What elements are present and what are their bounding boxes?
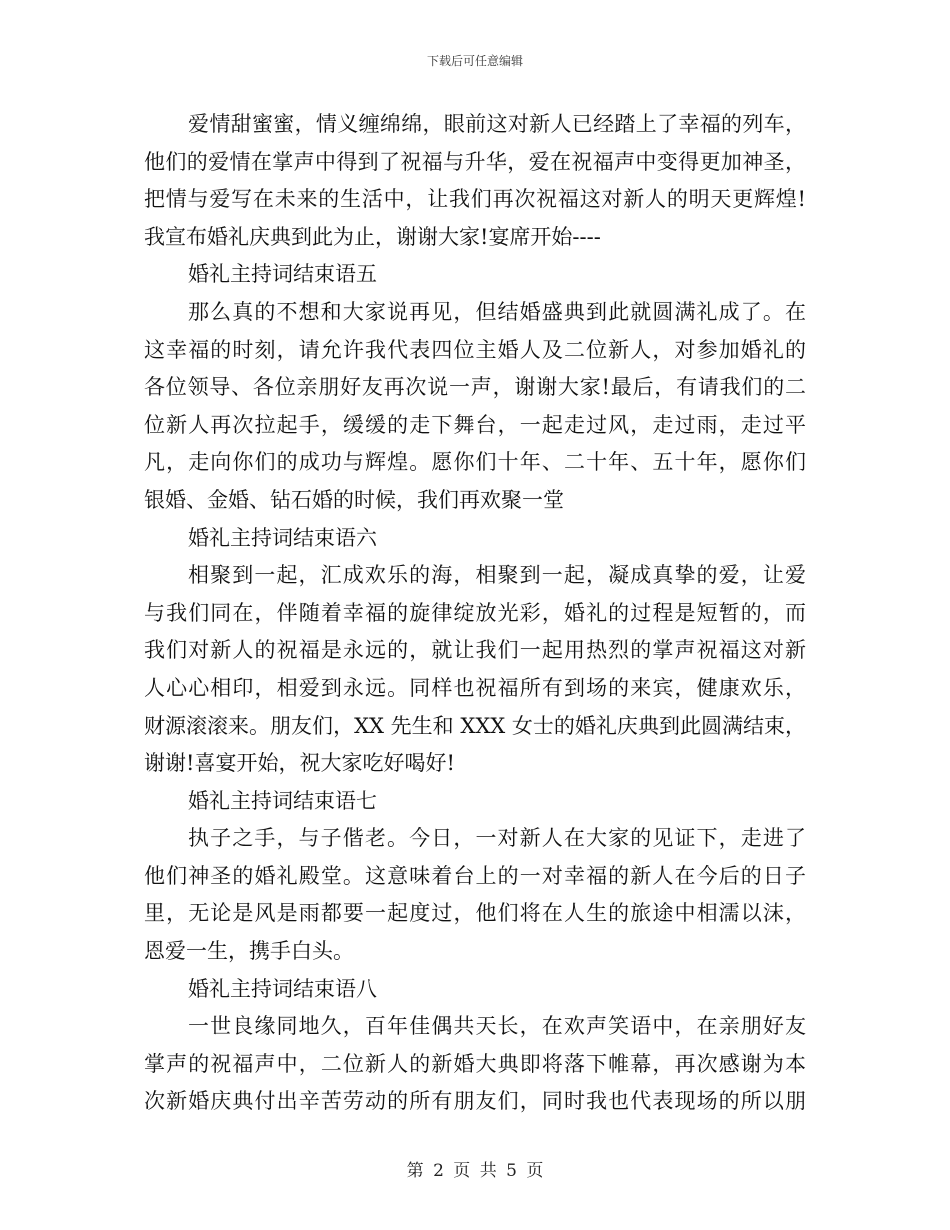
paragraph-line: 与我们同在，伴随着幸福的旋律绽放光彩，婚礼的过程是短暂的，而 [144,600,806,625]
paragraph-line: 恩爱一生，携手白头。 [144,939,354,964]
page-header: 下载后可任意编辑 [426,54,523,68]
paragraph-line: 那么真的不想和大家说再见，但结婚盛典到此就圆满礼成了。在 [188,299,806,324]
paragraph-line: 凡，走向你们的成功与辉煌。愿你们十年、二十年、五十年，愿你们 [144,450,806,475]
paragraph-line: 我宣布婚礼庆典到此为止，谢谢大家!宴席开始---- [144,224,601,249]
paragraph-line: 相聚到一起，汇成欢乐的海，相聚到一起，凝成真挚的爱，让爱 [188,563,806,588]
section-heading: 婚礼主持词结束语五 [188,262,377,287]
paragraph-line: 财源滚滚来。朋友们，XX 先生和 XXX 女士的婚礼庆典到此圆满结束， [144,713,806,738]
paragraph-line: 次新婚庆典付出辛苦劳动的所有朋友们，同时我也代表现场的所以朋 [144,1089,806,1114]
section-heading: 婚礼主持词结束语八 [188,976,377,1001]
paragraph-line: 把情与爱写在未来的生活中，让我们再次祝福这对新人的明天更辉煌! [144,187,806,212]
page-footer: 第 2 页 共 5 页 [406,1161,544,1181]
paragraph-line: 他们的爱情在掌声中得到了祝福与升华，爱在祝福声中变得更加神圣， [144,149,806,174]
paragraph-line: 这幸福的时刻，请允许我代表四位主婚人及二位新人，对参加婚礼的 [144,337,806,362]
paragraph-line: 人心心相印，相爱到永远。同样也祝福所有到场的来宾，健康欢乐， [144,675,806,700]
paragraph-line: 掌声的祝福声中，二位新人的新婚大典即将落下帷幕，再次感谢为本 [144,1051,806,1076]
paragraph-line: 执子之手，与子偕老。今日，一对新人在大家的见证下，走进了 [188,826,806,851]
document-body [144,106,806,1121]
paragraph-line: 位新人再次拉起手，缓缓的走下舞台，一起走过风，走过雨，走过平 [144,412,806,437]
paragraph-line: 银婚、金婚、钻石婚的时候，我们再欢聚一堂 [144,487,564,512]
paragraph-line: 里，无论是风是雨都要一起度过，他们将在人生的旅途中相濡以沫， [144,901,806,926]
section-heading: 婚礼主持词结束语六 [188,525,377,550]
section-heading: 婚礼主持词结束语七 [188,788,377,813]
paragraph-line: 谢谢!喜宴开始，祝大家吃好喝好! [144,751,455,776]
paragraph-line: 爱情甜蜜蜜，情义缠绵绵，眼前这对新人已经踏上了幸福的列车， [188,112,806,136]
paragraph-line: 他们神圣的婚礼殿堂。这意味着台上的一对幸福的新人在今后的日子 [144,863,806,888]
paragraph-line: 各位领导、各位亲朋好友再次说一声，谢谢大家!最后，有请我们的二 [144,375,806,400]
paragraph-line: 一世良缘同地久，百年佳偶共天长，在欢声笑语中，在亲朋好友 [188,1014,806,1039]
paragraph-line: 我们对新人的祝福是永远的，就让我们一起用热烈的掌声祝福这对新 [144,638,806,663]
